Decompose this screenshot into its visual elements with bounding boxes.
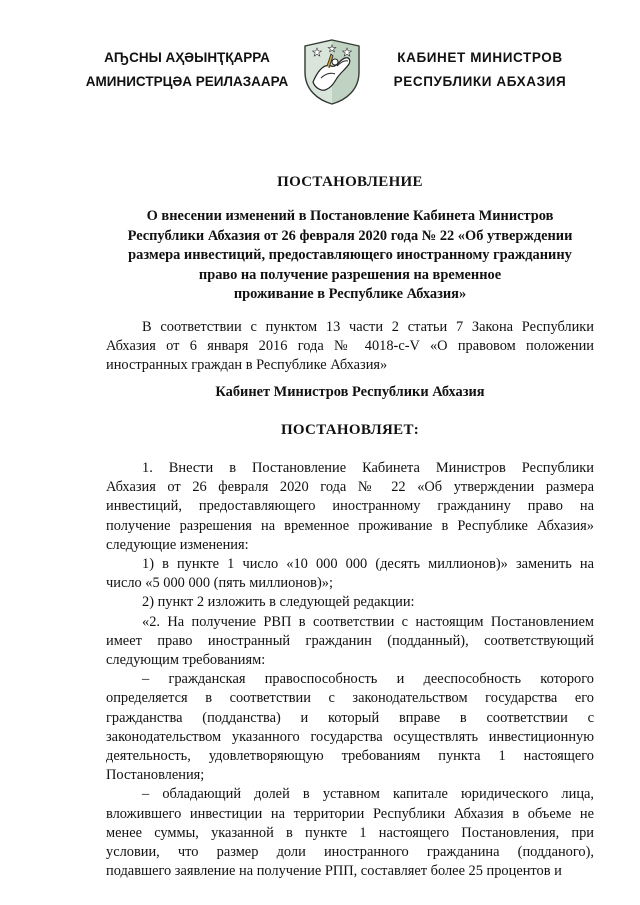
body-line: 2) пункт 2 изложить в следующей редакции: [142,594,415,611]
body-line: подавшего заявление на получение РПП, составляет более 25 процентов и [106,863,562,880]
document-preamble [106,318,594,376]
body-line: Абхазия от 26 февраля 2020 года № 22 «Об утверждении размера [106,479,594,496]
subject-line: О внесении изменений в Постановление Кабинета Министров [146,208,554,224]
body-line: деятельность, удовлетворяющую требованиям пункта 1 настоящего [106,748,594,765]
resolution-text [106,459,594,881]
subject-line: Республики Абхазия от 26 февраля 2020 года № 22 «Об утверждении [127,227,573,244]
header-right-russian [360,46,600,94]
body-line: следующим требованиям: [106,652,266,669]
body-line: менее суммы, указанной в пункте 1 настоящего Постановления, при [106,824,594,841]
subject-line: право на получение разрешения на временное [198,266,502,283]
body-line: получение разрешения на временное проживание в Республике Абхазия» [106,517,594,534]
header-left-line-2: АМИНИСТРЦӘА РЕИЛАЗААРА [85,74,289,89]
subject-line: проживание в Республике Абхазия» [233,286,467,302]
subject-line: размера инвестиций, предоставляющего иностранному гражданину [128,247,572,263]
body-line: – обладающий долей в уставном капитале юридического лица, [142,786,594,803]
document-title: ПОСТАНОВЛЕНИЕ [277,174,423,190]
resolves-heading: ПОСТАНОВЛЯЕТ: [280,422,420,438]
state-emblem-icon [301,38,363,106]
body-line: условии, что размер доли иностранного гражданина (подданого), [106,844,594,861]
body-line: «2. На получение РВП в соответствии с настоящим Постановлением [142,613,594,630]
body-line: гражданства (подданства) и который вправе в соответствии с [106,709,594,726]
header-left-abkhaz [72,46,302,94]
body-line: 1. Внести в Постановление Кабинета Министров Республики [142,460,594,476]
preamble-line: иностранных граждан в Республике Абхазия» [106,357,388,374]
header-right-line-2: РЕСПУБЛИКИ АБХАЗИЯ [393,74,567,89]
body-line: следующие изменения: [106,536,249,553]
body-line: число «5 000 000 (пять миллионов)»; [106,575,333,592]
body-line: инвестиций, предоставляющего иностранному гражданину право на [106,498,594,515]
body-line: – гражданская правоспособность и дееспособность которого [142,671,594,688]
cabinet-heading: Кабинет Министров Республики Абхазия [215,384,485,400]
body-line: имеет право иностранный гражданин (подданный), соответствующий [106,632,594,649]
body-line: 1) в пункте 1 число «10 000 000 (десять миллионов)» заменить на [142,556,594,573]
body-line: законодательством указанного государства осуществлять инвестиционную [106,728,594,745]
document-subject [106,207,594,305]
preamble-line: В соответствии с пунктом 13 части 2 статьи 7 Закона Республики [142,319,594,335]
preamble-line: Абхазия от 6 января 2016 года № 4018-с-V «О правовом положении [106,338,594,355]
header-left-line-1: АҦСНЫ АҲӘЫНҬҚАРРА [104,50,270,65]
body-line: определяется в соответствии с законодательством государства его [106,690,594,707]
header-right-line-1: КАБИНЕТ МИНИСТРОВ [397,50,563,65]
body-line: вложившего инвестиции на территории Республики Абхазия в объеме не [106,805,594,822]
body-line: Постановления; [106,767,205,784]
